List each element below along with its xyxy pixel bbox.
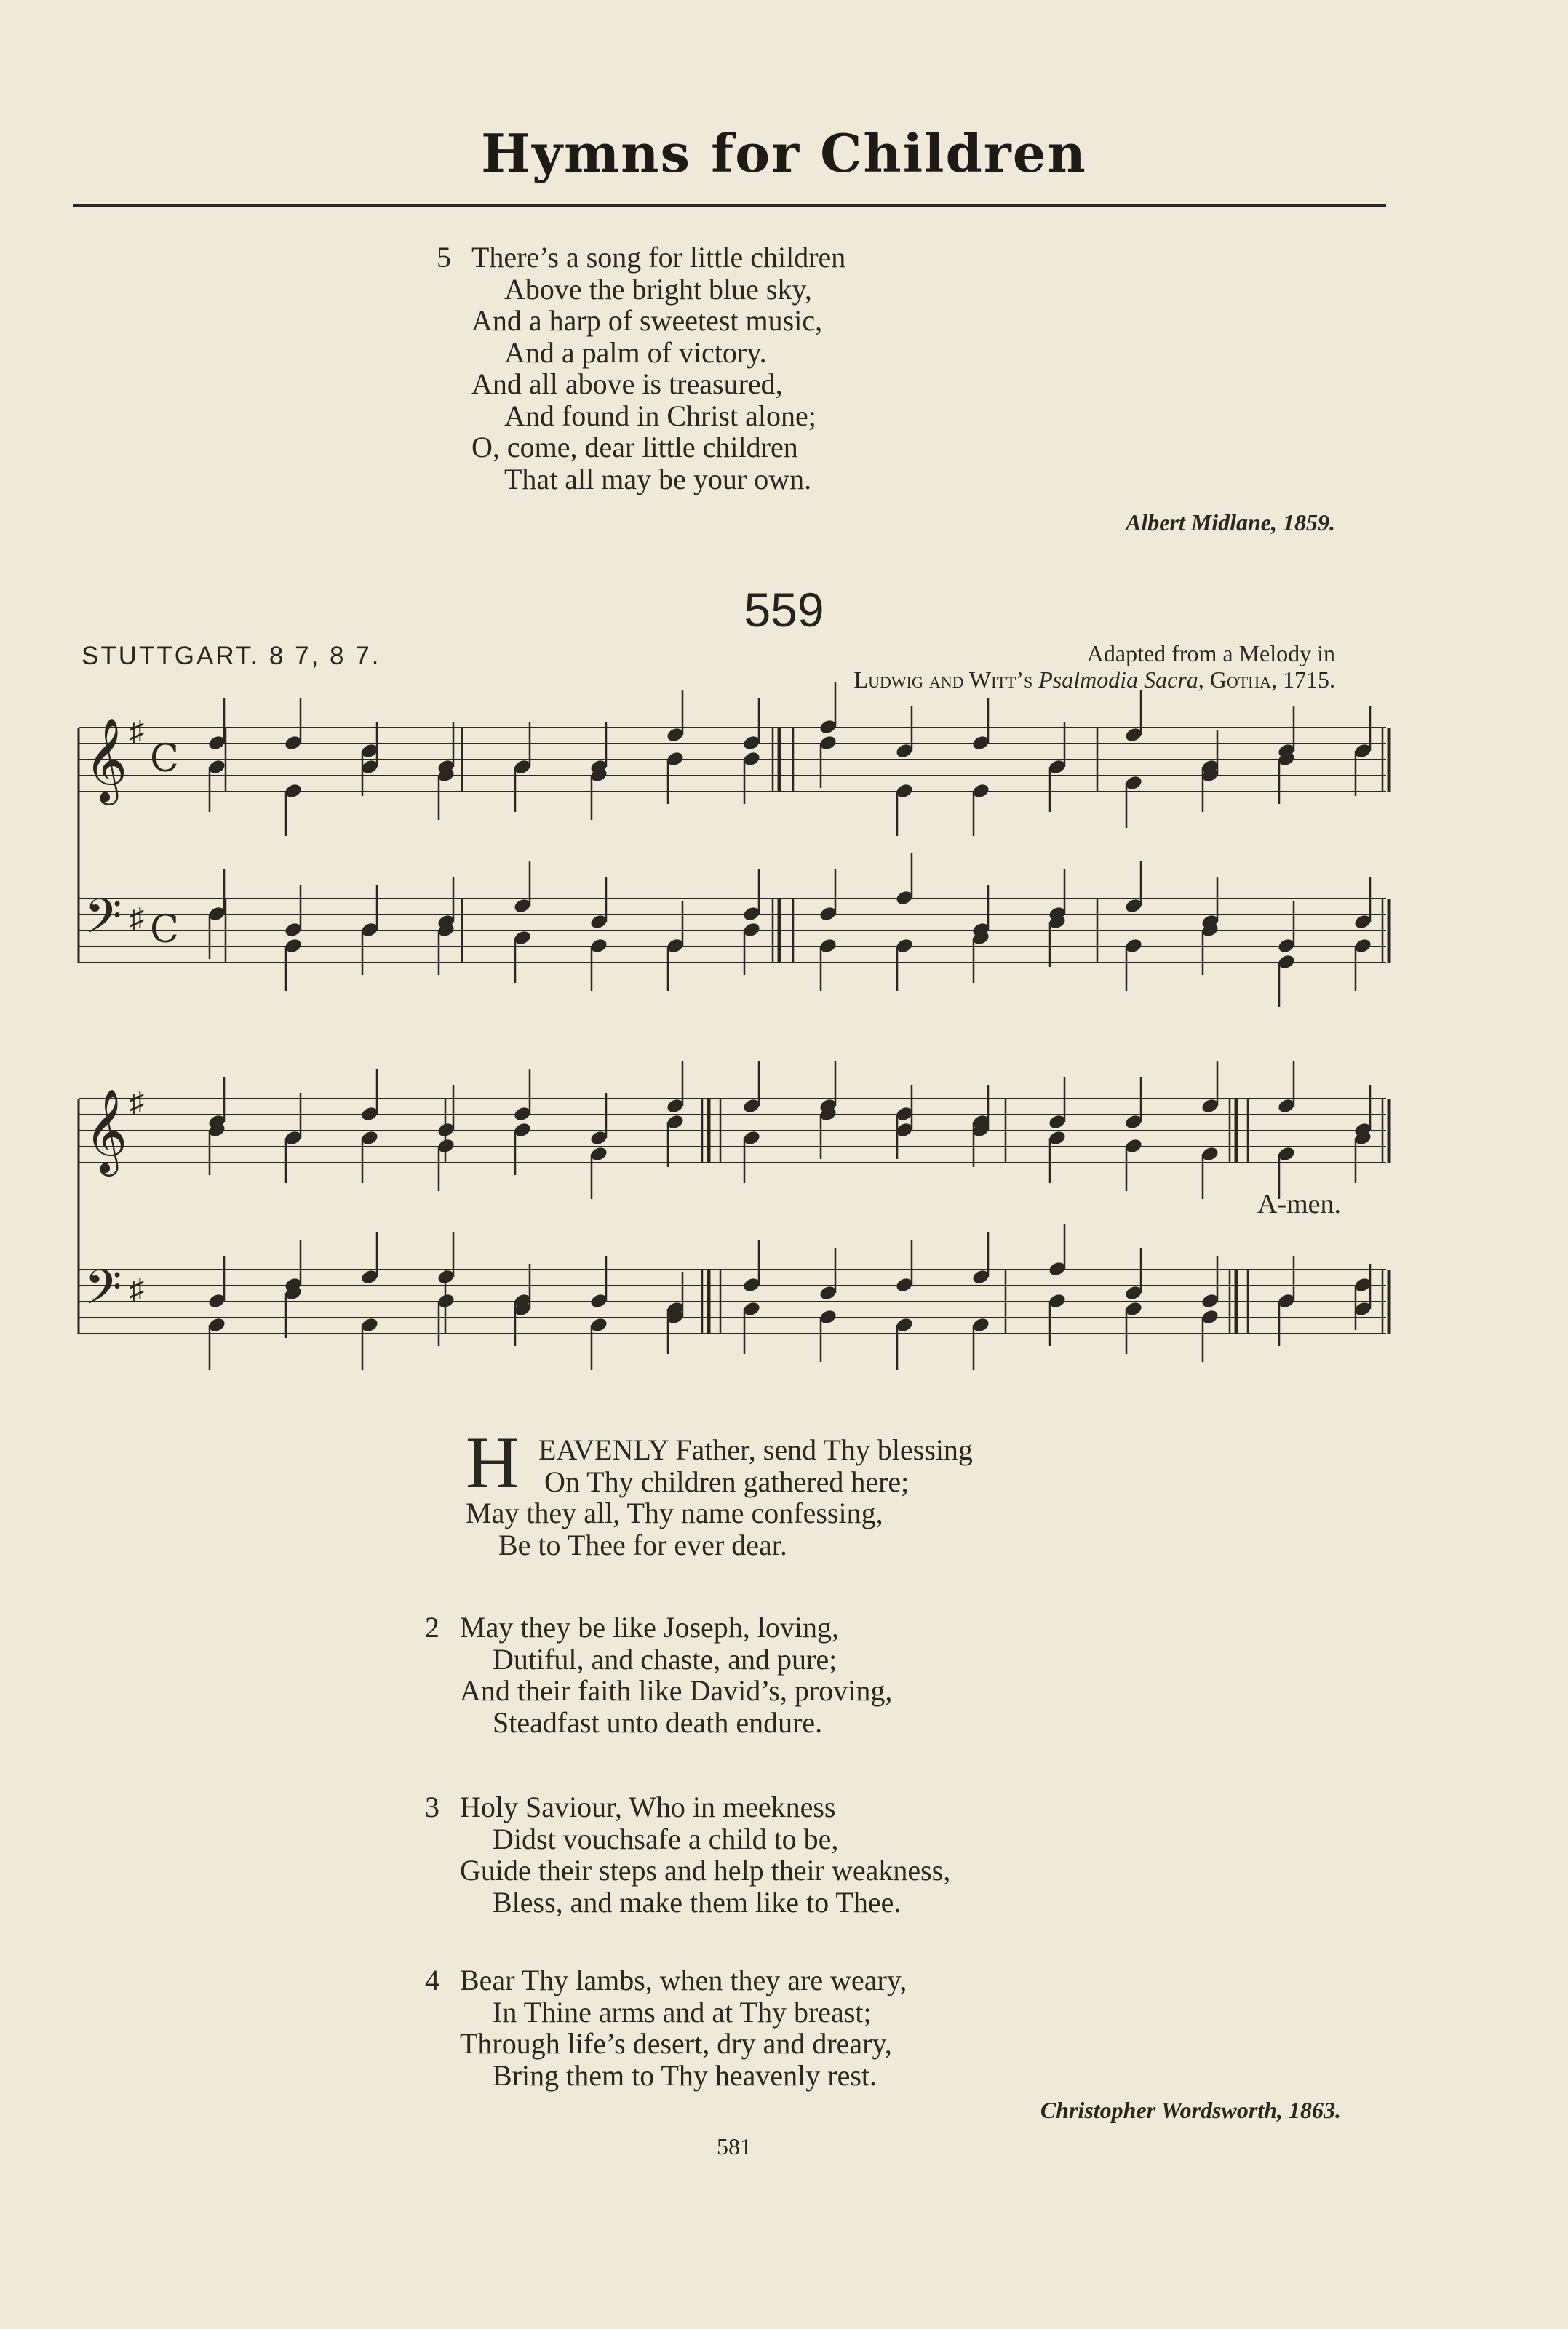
source-collection: Psalmodia Sacra, [1038, 666, 1204, 693]
verse-line: EAVENLY Father, send Thy blessing [538, 1433, 973, 1466]
common-time-icon: C [150, 737, 179, 781]
verse-line: Didst vouchsafe a child to be, [493, 1822, 839, 1855]
verse-number: 4 [425, 1964, 439, 1996]
page-number: 581 [717, 2133, 752, 2159]
source-year: 1715. [1283, 666, 1335, 693]
verse-line: And all above is treasured, [471, 367, 783, 400]
verse-line: O, come, dear little children [471, 431, 798, 463]
verse-line: Steadfast unto death endure. [493, 1705, 823, 1739]
verse-line: There’s a song for little children [471, 241, 846, 274]
verse-line: And a harp of sweetest music, [471, 304, 823, 337]
verse-line: Above the bright blue sky, [504, 272, 812, 306]
common-time-icon: C [150, 908, 179, 952]
verse-line: Holy Saviour, Who in meekness [460, 1791, 836, 1823]
treble-clef-icon: 𝄞 [84, 717, 128, 802]
drop-cap: H [466, 1422, 520, 1504]
verse-line: In Thine arms and at Thy breast; [493, 1995, 872, 2029]
key-signature-sharp-icon: ♯ [130, 901, 144, 934]
verse-line: May they all, Thy name confessing, [466, 1497, 883, 1529]
verse-line: Bear Thy lambs, when they are weary, [460, 1964, 907, 1996]
verse-line: May they be like Joseph, loving, [460, 1611, 840, 1644]
source-place: Gotha, [1209, 666, 1277, 693]
running-head: Hymns for Children [481, 122, 1087, 184]
stanza-1 [466, 1434, 973, 1561]
previous-hymn-author: Albert Midlane, 1859. [1125, 509, 1335, 536]
verse-line: And found in Christ alone; [504, 399, 816, 432]
verse-line: Bless, and make them like to Thee. [493, 1885, 902, 1919]
verse-line: And a palm of victory. [504, 335, 767, 369]
bass-clef-icon: 𝄢 [84, 1259, 122, 1327]
verse-line: That all may be your own. [504, 462, 812, 495]
source-composers: Ludwig and Witt’s [853, 666, 1033, 693]
verse-number: 2 [425, 1611, 439, 1644]
verse-line: Guide their steps and help their weakness, [460, 1854, 951, 1887]
verse-line: Dutiful, and chaste, and pure; [493, 1642, 837, 1676]
tune-name: STUTTGART. 8 7, 8 7. [81, 642, 381, 670]
verse-line: Be to Thee for ever dear. [498, 1528, 787, 1561]
verse-line: On Thy children gathered here; [544, 1465, 910, 1498]
verse-number: 5 [437, 241, 451, 274]
verse-line: And their faith like David’s, proving, [460, 1674, 893, 1707]
verse-line: Bring them to Thy heavenly rest. [493, 2058, 877, 2092]
key-signature-sharp-icon: ♯ [130, 714, 144, 747]
verse-line: Through life’s desert, dry and dreary, [460, 2027, 892, 2060]
stanza-2 [425, 1611, 893, 1739]
hymn-author: Christopher Wordsworth, 1863. [1040, 2097, 1341, 2123]
key-signature-sharp-icon: ♯ [130, 1086, 144, 1118]
treble-clef-icon: 𝄞 [84, 1088, 128, 1173]
hymn-number: 559 [744, 583, 824, 637]
verse-number: 3 [425, 1791, 439, 1823]
stanza-3 [425, 1791, 951, 1919]
amen-text: A-men. [1257, 1189, 1342, 1219]
tune-source-line-1: Adapted from a Melody in [1086, 640, 1335, 666]
bass-clef-icon: 𝄢 [84, 888, 122, 956]
key-signature-sharp-icon: ♯ [130, 1273, 144, 1305]
stanza-4 [425, 1964, 907, 2092]
